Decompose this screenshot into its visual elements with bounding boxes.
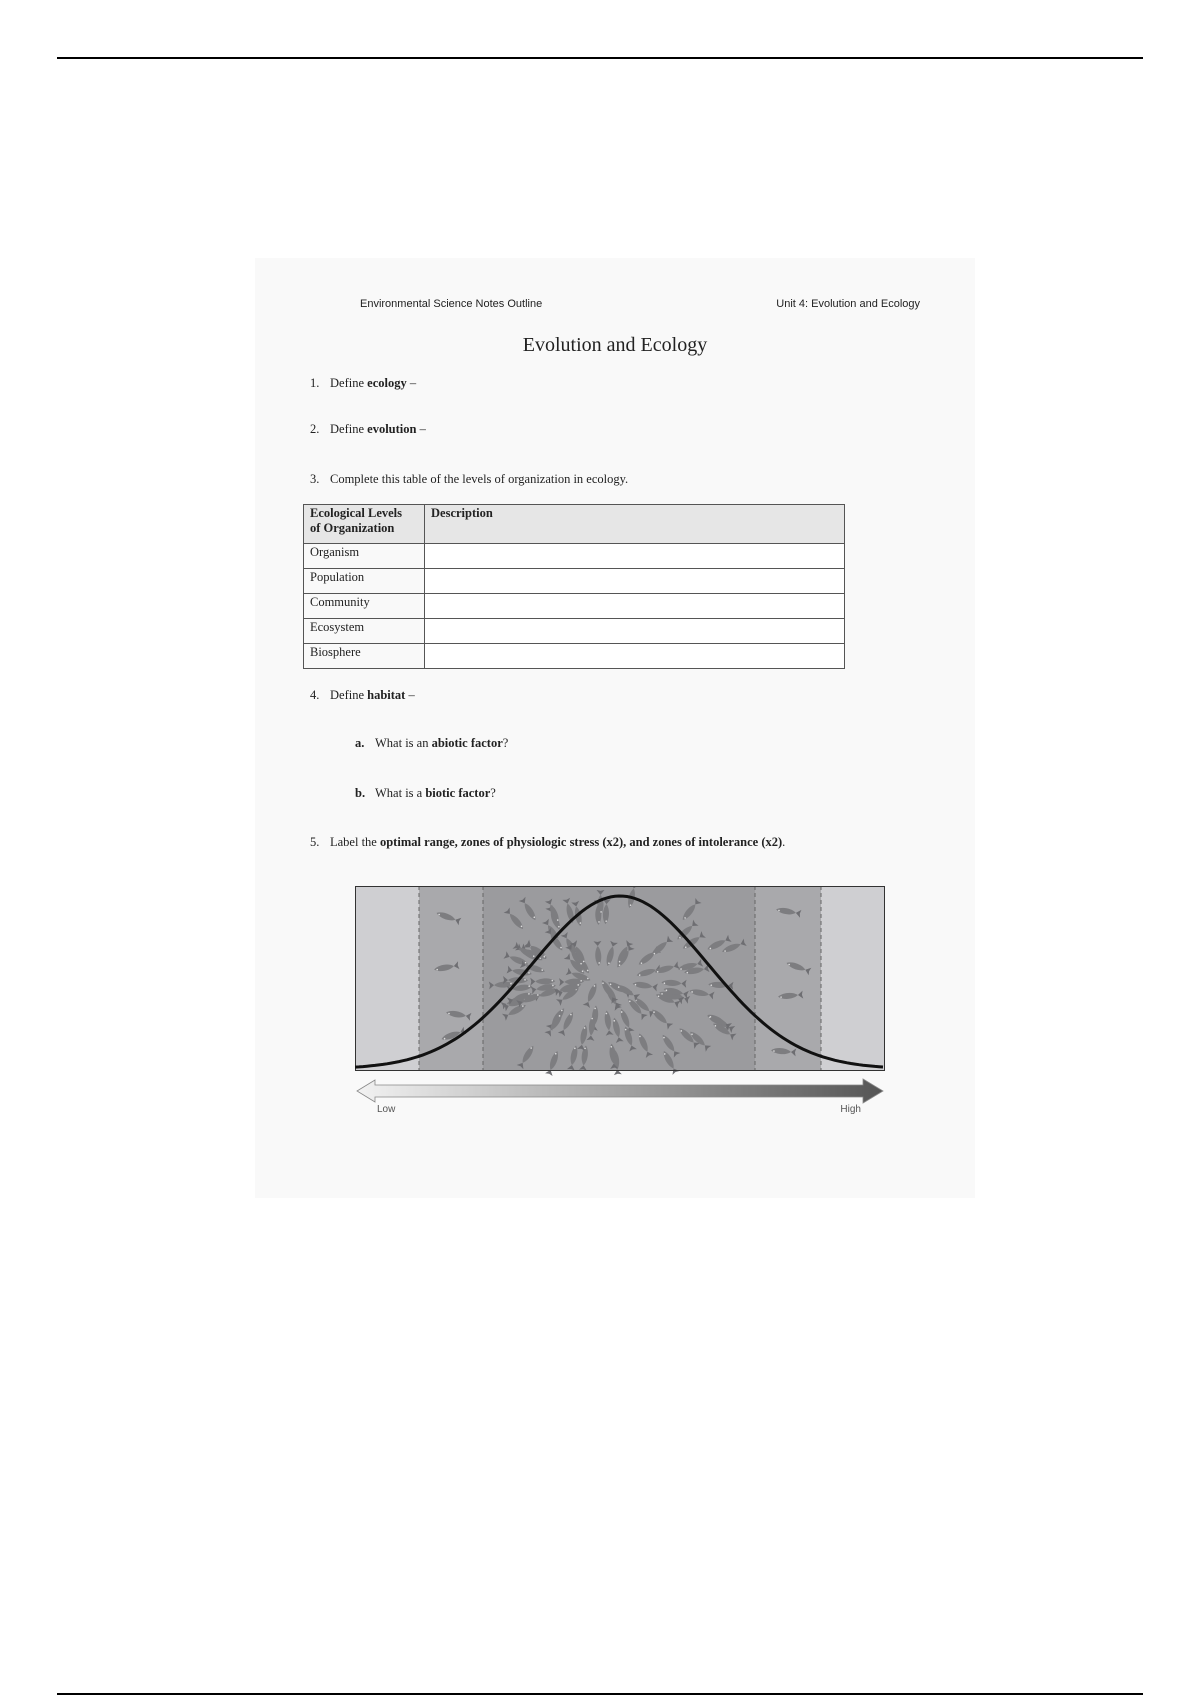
table-row [304, 644, 845, 669]
low-high-arrow [357, 1079, 883, 1103]
question-4: 4. Define habitat – [310, 688, 415, 702]
description-cell[interactable] [425, 594, 845, 619]
high-label: High [840, 1104, 861, 1115]
zone-intolerance-right [821, 886, 885, 1071]
page-title: Evolution and Ecology [522, 334, 708, 356]
level-cell: Population [304, 569, 425, 594]
tolerance-figure [355, 886, 885, 1116]
question-2: 2. Define evolution – [310, 422, 426, 436]
zone-intolerance-left [355, 886, 419, 1071]
question-1: 1. Define ecology – [310, 376, 417, 390]
table-row [304, 544, 845, 569]
level-cell: Ecosystem [304, 619, 425, 644]
level-cell: Organism [304, 544, 425, 569]
question-3: 3. Complete this table of the levels of organization in ecology. [310, 472, 629, 486]
document-page [255, 258, 975, 1198]
column-header-description: Description [425, 505, 845, 544]
header-right: Unit 4: Evolution and Ecology [776, 298, 920, 310]
description-cell[interactable] [425, 644, 845, 669]
low-label: Low [377, 1104, 396, 1115]
level-cell: Biosphere [304, 644, 425, 669]
description-cell[interactable] [425, 619, 845, 644]
description-cell[interactable] [425, 569, 845, 594]
table-row [304, 569, 845, 594]
table-header-row [304, 505, 845, 544]
levels-table [303, 504, 845, 669]
bottom-rule [57, 1693, 1143, 1695]
column-header-levels: Ecological Levels of Organization [304, 505, 425, 544]
question-4b: b. What is a biotic factor? [355, 786, 496, 800]
top-rule [57, 57, 1143, 59]
description-cell[interactable] [425, 544, 845, 569]
table-row [304, 619, 845, 644]
tolerance-diagram [355, 886, 885, 1116]
table-row [304, 594, 845, 619]
question-5: 5. Label the optimal range, zones of physiologic stress (x2), and zones of intolerance (x2). [310, 835, 786, 849]
header-left: Environmental Science Notes Outline [360, 298, 543, 310]
level-cell: Community [304, 594, 425, 619]
question-4a: a. What is an abiotic factor? [355, 736, 509, 750]
